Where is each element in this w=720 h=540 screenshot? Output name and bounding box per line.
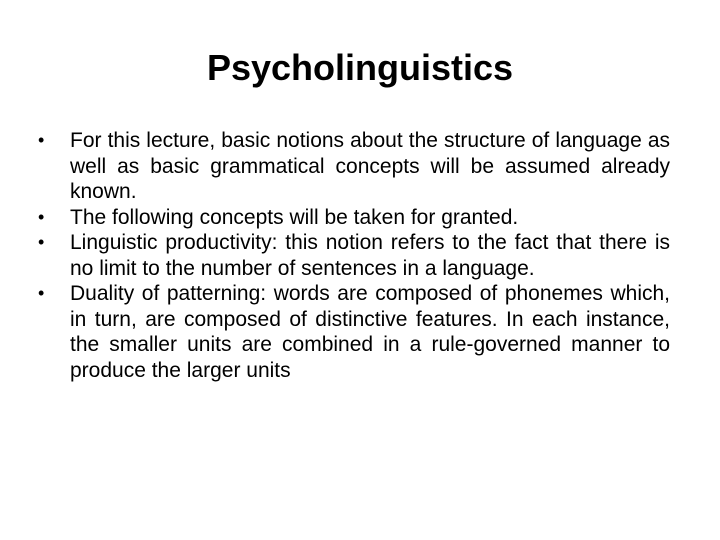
bullet-item bbox=[38, 205, 670, 231]
bullet-icon: • bbox=[38, 206, 45, 227]
bullet-icon: • bbox=[38, 283, 45, 303]
bullet-item bbox=[38, 230, 670, 281]
bullet-text: Duality of patterning: words are composed of phonemes which, in turn, are composed of distinctive features. In each instance, the smaller units are combined in a rule-governed manner to produce the larger units bbox=[70, 282, 670, 382]
bullet-list bbox=[38, 128, 670, 383]
bullet-icon: • bbox=[38, 232, 45, 252]
bullet-text: Linguistic productivity: this notion refers to the fact that there is no limit to the number of sentences in a language. bbox=[70, 231, 670, 280]
bullet-item bbox=[38, 281, 670, 383]
bullet-text: For this lecture, basic notions about the structure of language as well as basic grammatical concepts will be assumed already known. bbox=[70, 129, 670, 203]
bullet-icon: • bbox=[38, 130, 45, 150]
bullet-item bbox=[38, 128, 670, 205]
slide-title: Psycholinguistics bbox=[206, 47, 514, 88]
bullet-text: The following concepts will be taken for granted. bbox=[70, 205, 519, 229]
